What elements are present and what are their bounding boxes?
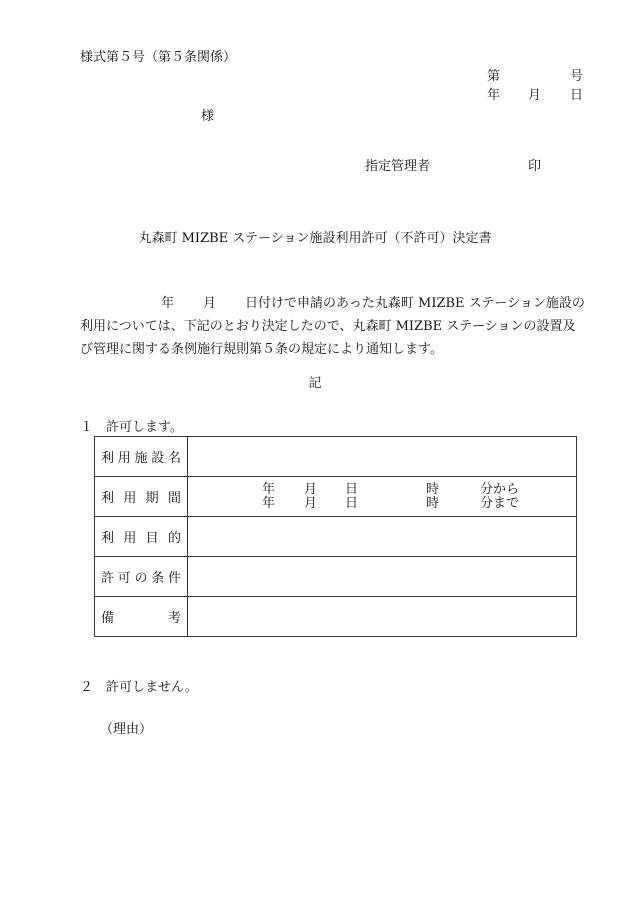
table-row — [95, 557, 577, 597]
label-char: 期 — [145, 491, 159, 506]
table-row — [95, 517, 577, 557]
document-title: 丸森町 MIZBE ステーション施設利用許可（不許可）決定書 — [138, 231, 492, 246]
start-hour: 時 — [426, 482, 440, 497]
label-char: の — [134, 571, 148, 586]
issue-date-day: 日 — [570, 88, 584, 103]
label-char: 設 — [151, 451, 165, 466]
label-char: 名 — [167, 451, 181, 466]
start-minute: 分から — [480, 482, 520, 497]
permit-conditions-field[interactable] — [188, 557, 577, 597]
issuer-label: 指定管理者 — [365, 159, 431, 174]
remarks-label — [95, 597, 188, 637]
label-char: 備 — [101, 611, 115, 626]
body-text-line-1: 日付けで申請のあった丸森町 MIZBE ステーション施設の — [245, 296, 585, 311]
body-text-line-3: び管理に関する条例施行規則第５条の規定により通知します。 — [80, 342, 443, 357]
usage-period-field[interactable] — [188, 477, 577, 517]
reason-label: （理由） — [100, 722, 153, 737]
label-char: 利 — [101, 491, 115, 506]
application-date-month: 月 — [203, 296, 217, 311]
permit-conditions-label — [95, 557, 188, 597]
label-char: 用 — [117, 451, 131, 466]
end-year: 年 — [262, 496, 276, 511]
facility-name-label — [95, 437, 188, 477]
permit-details-table — [94, 436, 577, 637]
start-year: 年 — [262, 482, 276, 497]
addressee-suffix: 様 — [201, 109, 215, 124]
end-month: 月 — [304, 496, 318, 511]
document-number-suffix: 号 — [570, 69, 584, 84]
table-row — [95, 597, 577, 637]
label-char: 件 — [167, 571, 181, 586]
seal-mark: 印 — [528, 159, 542, 174]
label-char: 間 — [167, 491, 181, 506]
section-permit: １ 許可します。 — [80, 420, 183, 435]
label-char: 的 — [167, 531, 181, 546]
table-row — [95, 477, 577, 517]
usage-period-label — [95, 477, 188, 517]
issue-date-year: 年 — [487, 88, 501, 103]
period-end-line — [188, 497, 576, 510]
end-hour: 時 — [426, 496, 440, 511]
start-day: 日 — [345, 482, 359, 497]
label-char: 考 — [167, 611, 181, 626]
label-char: 許 — [101, 571, 115, 586]
label-char: 利 — [101, 531, 115, 546]
ki-heading: 記 — [308, 376, 322, 391]
form-number: 様式第５号（第５条関係） — [80, 50, 237, 65]
label-char: 利 — [101, 451, 115, 466]
label-char: 用 — [123, 531, 137, 546]
start-month: 月 — [304, 482, 318, 497]
end-minute: 分まで — [480, 496, 520, 511]
label-char: 施 — [134, 451, 148, 466]
label-char: 目 — [145, 531, 159, 546]
facility-name-field[interactable] — [188, 437, 577, 477]
usage-purpose-field[interactable] — [188, 517, 577, 557]
section-not-permit: ２ 許可しません。 — [80, 680, 198, 695]
body-text-line-2: 利用については、下記のとおり決定したので、丸森町 MIZBE ステーションの設置及 — [80, 319, 576, 334]
issue-date-month: 月 — [528, 88, 542, 103]
label-char: 用 — [123, 491, 137, 506]
label-char: 条 — [151, 571, 165, 586]
application-date-year: 年 — [161, 296, 175, 311]
period-start-line — [188, 483, 576, 496]
table-row — [95, 437, 577, 477]
usage-purpose-label — [95, 517, 188, 557]
document-number-prefix: 第 — [487, 69, 501, 84]
end-day: 日 — [345, 496, 359, 511]
label-char: 可 — [117, 571, 131, 586]
remarks-field[interactable] — [188, 597, 577, 637]
